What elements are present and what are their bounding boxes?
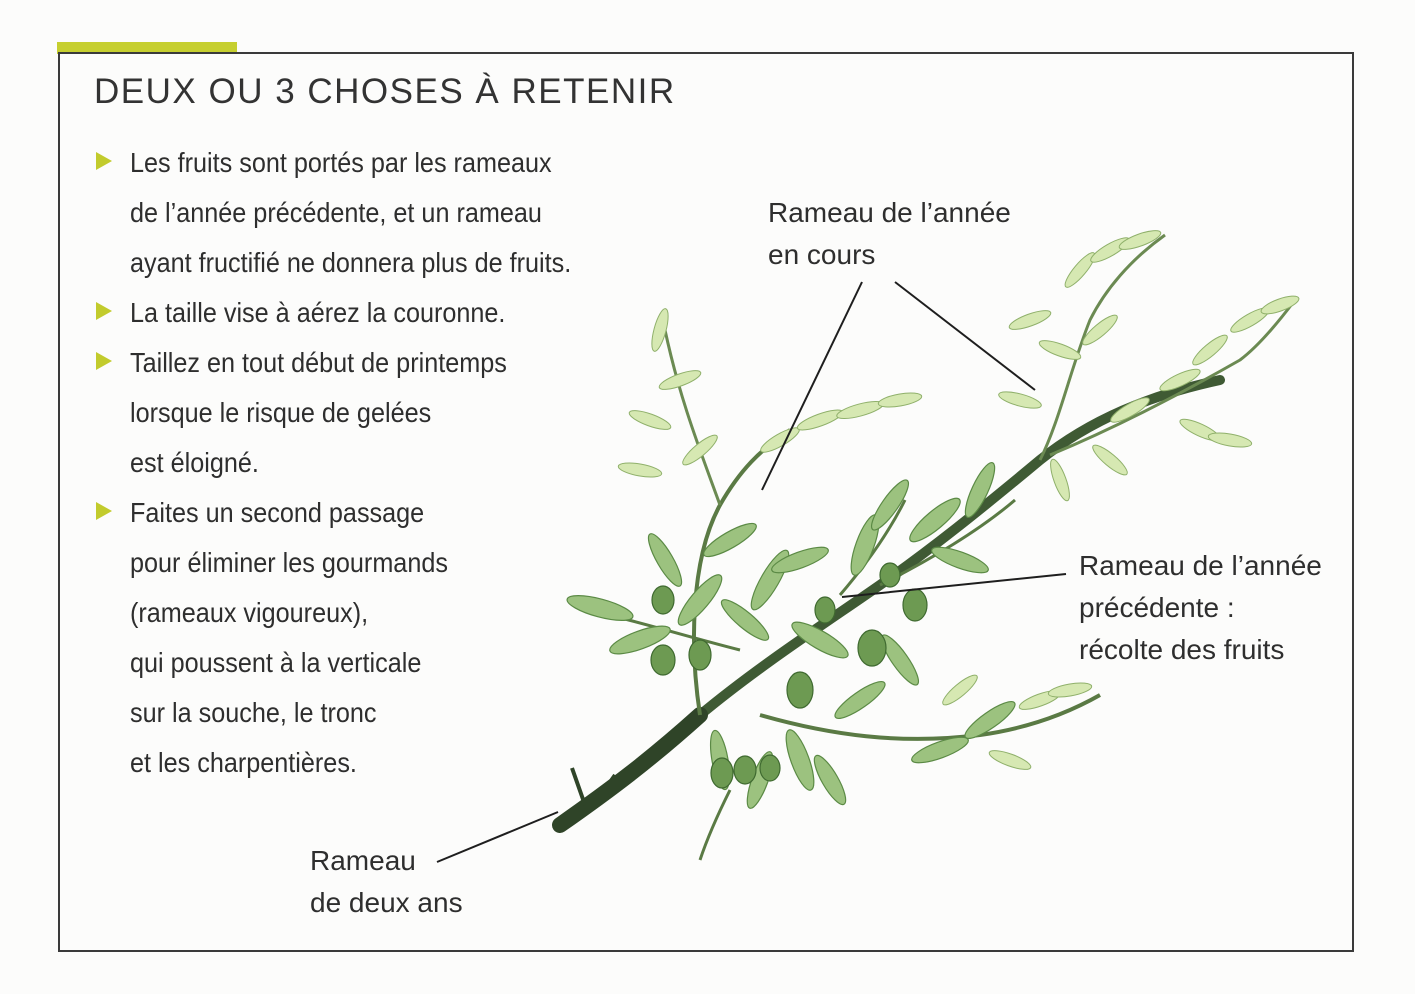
- label-line: Rameau de l’année: [768, 197, 1011, 228]
- label-line: précédente :: [1079, 592, 1235, 623]
- bullet-line: (rameaux vigoureux),: [130, 597, 369, 628]
- label-line: Rameau de l’année: [1079, 550, 1322, 581]
- bullet-line: Les fruits sont portés par les rameaux: [130, 147, 552, 178]
- label-line: en cours: [768, 239, 876, 270]
- label-line: Rameau: [310, 845, 416, 876]
- label-previous-year-shoot: [1079, 545, 1322, 671]
- bullet-line: sur la souche, le tronc: [130, 697, 377, 728]
- bullet-line: ayant fructifié ne donnera plus de fruits.: [130, 247, 572, 278]
- bullet-line: Taillez en tout début de printemps: [130, 347, 507, 378]
- bullet-line: La taille vise à aérez la couronne.: [130, 297, 506, 328]
- bullet-line: pour éliminer les gourmands: [130, 547, 448, 578]
- bullet-line: de l’année précédente, et un rameau: [130, 197, 542, 228]
- bullet-line: qui poussent à la verticale: [130, 647, 422, 678]
- olive-leaves: [565, 459, 1019, 810]
- label-current-year-shoot: [768, 192, 1011, 276]
- box-title: DEUX OU 3 CHOSES À RETENIR: [94, 72, 676, 111]
- label-line: de deux ans: [310, 887, 463, 918]
- bullet-line: et les charpentières.: [130, 747, 357, 778]
- bullet-line: lorsque le risque de gelées: [130, 397, 432, 428]
- bullet-line: est éloigné.: [130, 447, 259, 478]
- bullet-line: Faites un second passage: [130, 497, 425, 528]
- label-line: récolte des fruits: [1079, 634, 1285, 665]
- label-two-year-shoot: [310, 840, 463, 924]
